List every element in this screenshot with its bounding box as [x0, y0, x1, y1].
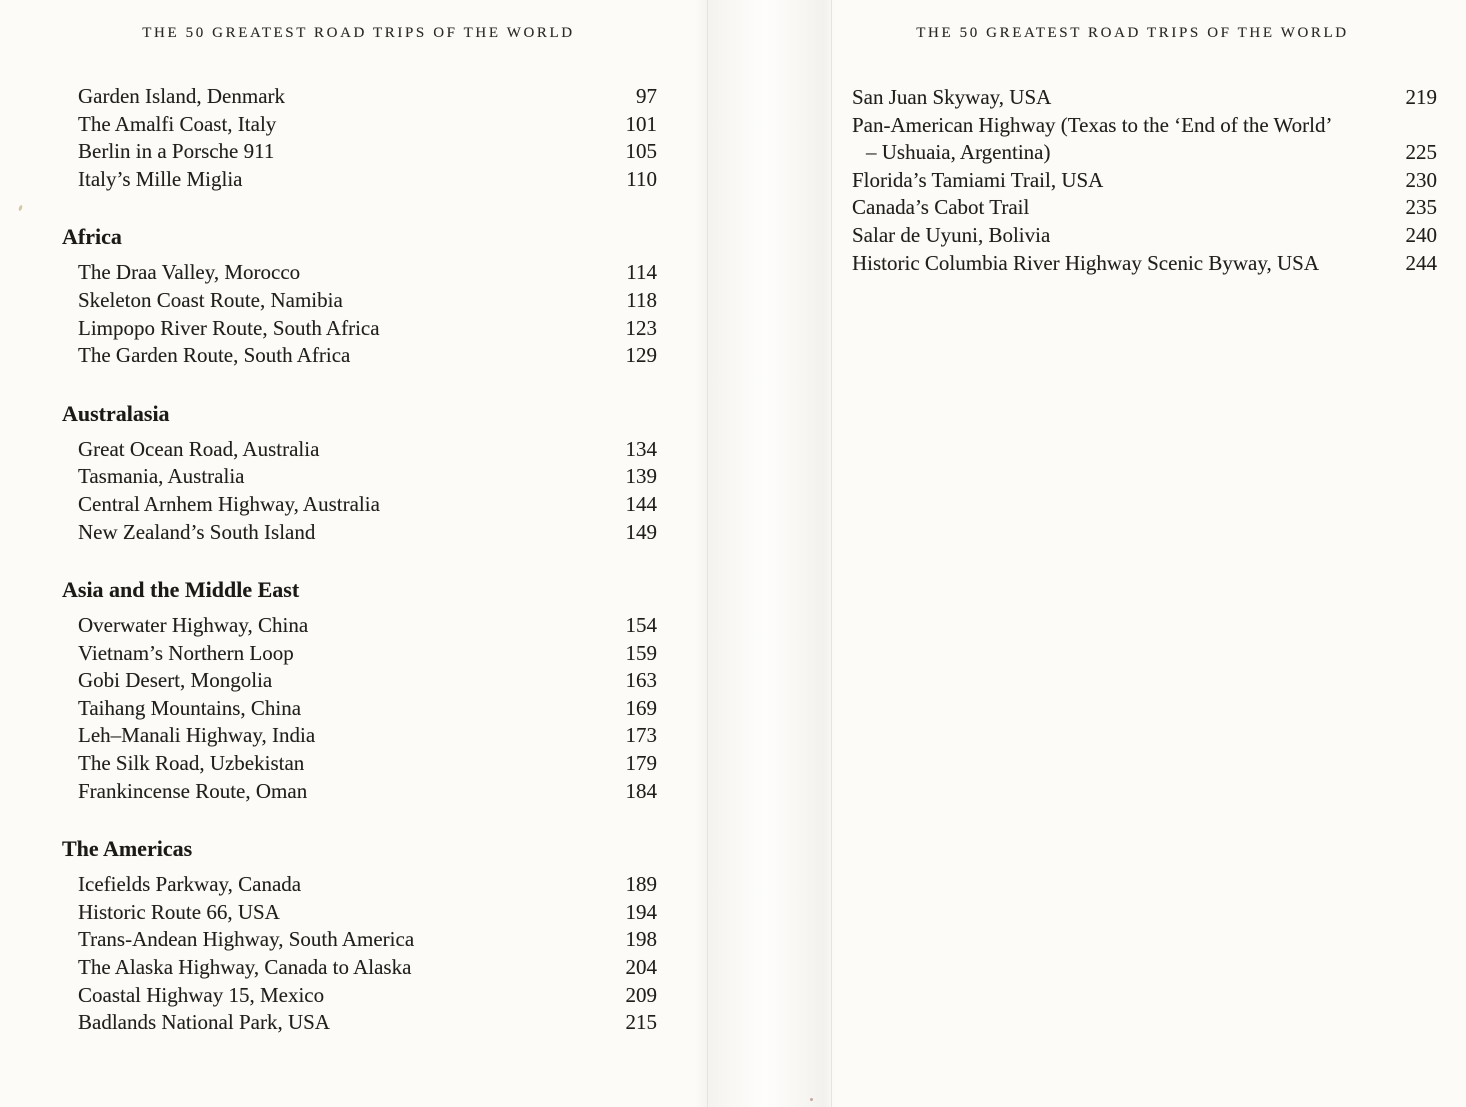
toc-entry — [62, 954, 657, 982]
toc-entry — [62, 871, 657, 899]
toc-entry — [62, 342, 657, 370]
toc-entry-title: Berlin in a Porsche 911 — [78, 139, 275, 164]
toc-entry-title: Skeleton Coast Route, Namibia — [78, 287, 343, 312]
toc-entry — [852, 250, 1437, 278]
section-heading: The Americas — [62, 836, 193, 862]
toc-entry-page: 184 — [625, 778, 657, 803]
toc-entry-page: 114 — [626, 260, 657, 285]
toc-entry-title: Gobi Desert, Mongolia — [78, 668, 273, 693]
toc-entry — [62, 166, 657, 194]
toc-entry-title: The Alaska Highway, Canada to Alaska — [78, 955, 412, 979]
scan-speck — [810, 1098, 813, 1101]
section-heading: Asia and the Middle East — [62, 577, 300, 603]
toc-entry — [62, 899, 657, 927]
toc-entry — [62, 778, 657, 806]
running-header: THE 50 GREATEST ROAD TRIPS OF THE WORLD — [916, 25, 1349, 41]
toc-entry-title: Frankincense Route, Oman — [78, 778, 308, 803]
toc-entry-title: Trans-Andean Highway, South America — [78, 927, 415, 952]
toc-entry — [62, 83, 657, 111]
toc-entry-title: Badlands National Park, USA — [78, 1010, 330, 1035]
toc-entry-title: – Ushuaia, Argentina) — [866, 140, 1051, 165]
toc-entry-page: 169 — [625, 695, 657, 720]
toc-entry — [62, 491, 657, 519]
toc-entry-title: The Silk Road, Uzbekistan — [78, 751, 305, 776]
toc-entry-page: 101 — [625, 111, 657, 136]
toc-entry-page: 173 — [625, 723, 657, 748]
toc-entry-title: Tasmania, Australia — [78, 464, 245, 489]
toc-entry — [852, 222, 1437, 250]
toc-entry-title: Central Arnhem Highway, Australia — [78, 491, 380, 516]
toc-entry-page: 134 — [625, 436, 657, 461]
section-heading: Australasia — [62, 400, 170, 426]
toc-entry-title: Leh–Manali Highway, India — [78, 723, 316, 748]
toc-entry-title: New Zealand’s South Island — [78, 519, 316, 544]
toc-entry-title: San Juan Skyway, USA — [852, 85, 1052, 109]
toc-entry-page: 139 — [625, 464, 657, 489]
toc-entry-title: The Garden Route, South Africa — [78, 343, 351, 368]
right-toc — [852, 84, 1437, 277]
toc-entry-title: Icefields Parkway, Canada — [78, 872, 302, 897]
toc-entry-page: 179 — [625, 751, 657, 776]
toc-entry-page: 215 — [625, 1010, 657, 1035]
toc-entry-page: 235 — [1405, 195, 1437, 220]
toc-entry-title: Florida’s Tamiami Trail, USA — [852, 167, 1104, 192]
toc-entry-title: Pan-American Highway (Texas to the ‘End of the World’ — [852, 112, 1333, 137]
toc-entry-page: 159 — [625, 640, 657, 665]
toc-entry — [62, 315, 657, 343]
toc-entry — [62, 259, 657, 287]
toc-entry — [62, 111, 657, 139]
running-header: THE 50 GREATEST ROAD TRIPS OF THE WORLD — [142, 25, 575, 41]
toc-entry-page: 123 — [625, 315, 657, 340]
toc-entry-title: Taihang Mountains, China — [78, 695, 302, 720]
toc-entry-title: Salar de Uyuni, Bolivia — [852, 222, 1051, 247]
toc-entry-title: Great Ocean Road, Australia — [78, 436, 320, 461]
toc-entry-continuation — [852, 139, 1437, 167]
toc-entry-title: The Amalfi Coast, Italy — [78, 111, 277, 136]
toc-entry — [852, 112, 1437, 140]
toc-entry — [62, 519, 657, 547]
toc-entry — [852, 84, 1437, 112]
right-page — [733, 0, 1466, 1107]
toc-entry-title: Historic Columbia River Highway Scenic Byway, USA — [852, 250, 1319, 275]
toc-entry-page: 194 — [625, 899, 657, 924]
toc-entry-title: Overwater Highway, China — [78, 613, 309, 638]
toc-entry-title: Garden Island, Denmark — [78, 84, 286, 108]
section-heading: Africa — [62, 224, 122, 250]
toc-entry-page: 149 — [625, 519, 657, 544]
toc-entry-page: 97 — [636, 84, 657, 108]
toc-entry — [62, 982, 657, 1010]
toc-entry-title: Limpopo River Route, South Africa — [78, 315, 380, 340]
toc-entry-page: 118 — [626, 287, 657, 312]
toc-entry-page: 129 — [625, 343, 657, 368]
toc-entry-page: 110 — [626, 166, 657, 191]
toc-entry — [62, 612, 657, 640]
toc-entry — [62, 750, 657, 778]
toc-entry — [62, 722, 657, 750]
toc-entry-page: 225 — [1405, 140, 1437, 165]
toc-entry — [62, 436, 657, 464]
toc-entry-title: Coastal Highway 15, Mexico — [78, 982, 325, 1007]
left-toc — [62, 83, 657, 1037]
toc-entry — [62, 926, 657, 954]
toc-entry-title: Italy’s Mille Miglia — [78, 166, 243, 191]
toc-entry — [62, 138, 657, 166]
toc-entry — [62, 667, 657, 695]
toc-entry-title: Historic Route 66, USA — [78, 899, 280, 924]
toc-entry-page: 105 — [625, 139, 657, 164]
toc-entry — [852, 167, 1437, 195]
toc-entry — [62, 695, 657, 723]
toc-entry-page: 230 — [1405, 167, 1437, 192]
toc-entry-page: 163 — [625, 668, 657, 693]
toc-entry-page: 144 — [625, 491, 657, 516]
toc-entry — [62, 287, 657, 315]
toc-entry-title: The Draa Valley, Morocco — [78, 260, 301, 285]
toc-entry — [62, 463, 657, 491]
toc-entry-title: Vietnam’s Northern Loop — [78, 640, 294, 665]
toc-entry-page: 219 — [1405, 85, 1437, 109]
toc-entry-page: 198 — [625, 927, 657, 952]
toc-entry-page: 189 — [625, 872, 657, 897]
toc-entry — [852, 194, 1437, 222]
toc-entry — [62, 640, 657, 668]
toc-entry-page: 204 — [625, 955, 657, 979]
toc-entry — [62, 1009, 657, 1037]
toc-entry-title: Canada’s Cabot Trail — [852, 195, 1030, 220]
toc-entry-page: 154 — [625, 613, 657, 638]
toc-entry-page: 244 — [1405, 250, 1437, 275]
toc-entry-page: 240 — [1405, 222, 1437, 247]
toc-entry-page: 209 — [625, 982, 657, 1007]
